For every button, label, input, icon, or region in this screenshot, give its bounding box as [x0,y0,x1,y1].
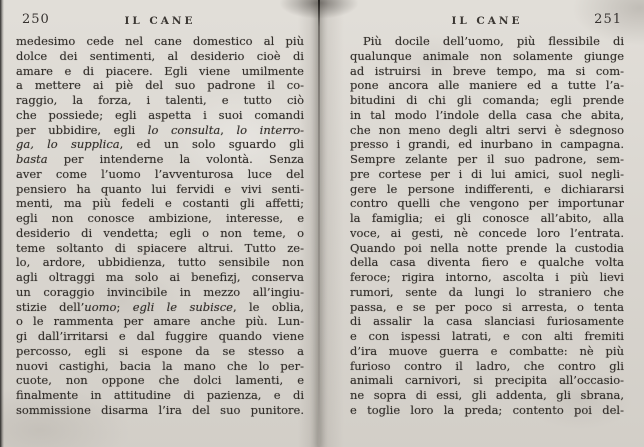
text-line: e toglie loro la preda; contento poi del- [350,402,624,417]
text-line: amare e di piacere. Egli viene umilmente [16,63,304,78]
text-line: percosso, egli si espone da se stesso a [16,343,304,358]
text-line: che non meno degli altri servi è sdegnoso [350,122,624,137]
text-line: nuovi castighi, bacia la mano che lo per- [16,358,304,373]
text-line: ne sopra di essi, gli addenta, gli sbrana, [350,388,624,402]
text-line: pensiero ha quanto lui fervidi e vivi senti- [16,181,304,196]
running-head: IL CANE [124,15,196,27]
text-line: desiderio di vendetta; egli o non teme, o [16,225,304,240]
text-line: a mettere ai piè del suo padrone il co- [16,78,304,93]
text-line: agli oltraggi ma solo ai benefizj, conserva [16,270,304,284]
text-line: sommissione disarma l’ira del suo punitore. [16,402,304,417]
text-line: Più docile dell’uomo, più flessibile di [363,34,624,48]
text-line: feroce; rigira intorno, ascolta i più lievi [350,270,624,284]
page-number: 250 [22,12,50,27]
text-line: bitudini di chi gli comanda; egli prende [350,93,624,107]
text-line: Sempre zelante per il suo padrone, sem- [350,152,624,166]
text-line: pone ancora alle maniere ed a tutte l’a- [350,78,624,93]
text-line: in tal modo l’indole della casa che abita, [350,107,624,122]
running-head: IL CANE [451,15,523,27]
page-left-header [16,12,304,33]
text-line: per ubbidire, egli lo consulta, lo interro- [16,122,304,137]
text-line: gi dall’irritarsi e dal fuggire quando viene [16,329,304,343]
text-line: raggio, la forza, i talenti, e tutto ciò [16,93,304,107]
text-line: menti, ma più fedeli e costanti gli affetti; [16,196,304,211]
text-line: stizie dell’uomo; egli le subisce, le oblia, [16,299,304,314]
text-line: presso i grandi, ed inurbano in campagna. [350,137,624,152]
text-line: della casa diventa fiero e qualche volta [350,255,624,270]
text-line: basta per intenderne la volontà. Senza [16,152,304,166]
text-line: un coraggio invincibile in mezzo all’ingiu- [16,284,304,299]
text-line: medesimo cede nel cane domestico al più [16,34,304,48]
page-edge-shadow [0,0,4,447]
text-line: che possiede; egli aspetta i suoi comandi [16,107,304,122]
text-line: dolce dei sentimenti, al desiderio cioè di [16,48,304,63]
text-line: aver come l’uomo l’avventurosa luce del [16,166,304,181]
text-line: voce, ai gesti, nè concede loro l’entrata. [350,225,624,240]
page-number: 251 [594,12,622,27]
text-line: finalmente in attitudine di pazienza, e di [16,388,304,402]
page-right-body [350,34,624,418]
text-line: qualunque animale non solamente giunge [350,48,624,63]
text-line: ga, lo supplica, ed un solo sguardo gli [16,137,304,152]
text-line: contro quelli che vengono per importunar [350,196,624,211]
text-line: d’ira muove guerra e combatte: nè più [350,343,624,358]
text-line: di assalir la casa slanciasi furiosamente [350,314,624,329]
text-line: e con ispessi latrati, e con alti fremiti [350,329,624,343]
page-left [16,12,304,440]
page-left-body [16,34,304,418]
text-line: animali carnivori, si precipita all’occasio- [350,373,624,388]
text-line: lo, ardore, ubbidienza, tutto sensibile non [16,255,304,270]
text-line: passa, e se per poco si arresta, o tenta [350,299,624,314]
text-line: ad istruirsi in breve tempo, ma si com- [350,63,624,78]
gutter-line [318,0,320,447]
text-line: gere le persone indifferenti, e dichiararsi [350,181,624,196]
page-right-header [350,12,624,33]
text-line: cuote, non oppone che dolci lamenti, e [16,373,304,388]
text-line: teme soltanto di spiacere altrui. Tutto ze- [16,240,304,255]
text-line: furioso contro il ladro, che contro gli [350,358,624,373]
text-line: la famiglia; ei gli conosce all’abito, alla [350,211,624,225]
page-right [350,12,624,440]
text-line: o le rammenta per amare anche più. Lun- [16,314,304,329]
text-line: pre cortese per i di lui amici, suol negli- [350,166,624,181]
text-line: Quando poi nella notte prende la custodia [350,240,624,255]
text-line: rumori, sente da lungi lo straniero che [350,284,624,299]
text-line: egli non conosce ambizione, interesse, e [16,211,304,225]
